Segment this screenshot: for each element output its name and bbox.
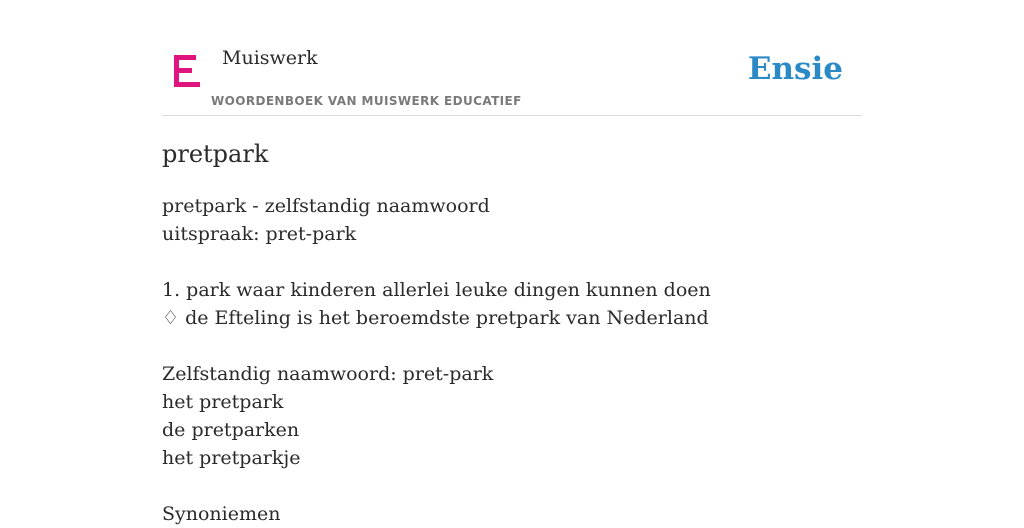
definition-line: pretpark - zelfstandig naamwoord — [162, 195, 490, 217]
definition-line: de pretparken — [162, 419, 300, 441]
site-header — [162, 0, 862, 116]
ensie-logo-link[interactable]: Ensie — [747, 51, 843, 87]
definition-line: Zelfstandig naamwoord: pret-park — [162, 363, 494, 385]
example-line: ♢ de Efteling is het beroemdste pretpark van Nederland — [162, 307, 709, 329]
brand-name-link[interactable]: Muiswerk — [222, 47, 318, 69]
section-heading-synoniemen: Synoniemen — [162, 503, 281, 525]
blank-line — [162, 248, 711, 276]
term-title: pretpark — [162, 140, 269, 168]
definition-line: het pretparkje — [162, 447, 301, 469]
blank-line — [162, 332, 711, 360]
blank-line — [162, 472, 711, 500]
definition-line: uitspraak: pret-park — [162, 223, 357, 245]
muiswerk-logo-icon[interactable] — [172, 54, 200, 88]
brand-subtitle: WOORDENBOEK VAN MUISWERK EDUCATIEF — [211, 94, 522, 108]
definition-body — [162, 192, 711, 528]
definition-line: het pretpark — [162, 391, 284, 413]
definition-line: 1. park waar kinderen allerlei leuke dingen kunnen doen — [162, 279, 711, 301]
